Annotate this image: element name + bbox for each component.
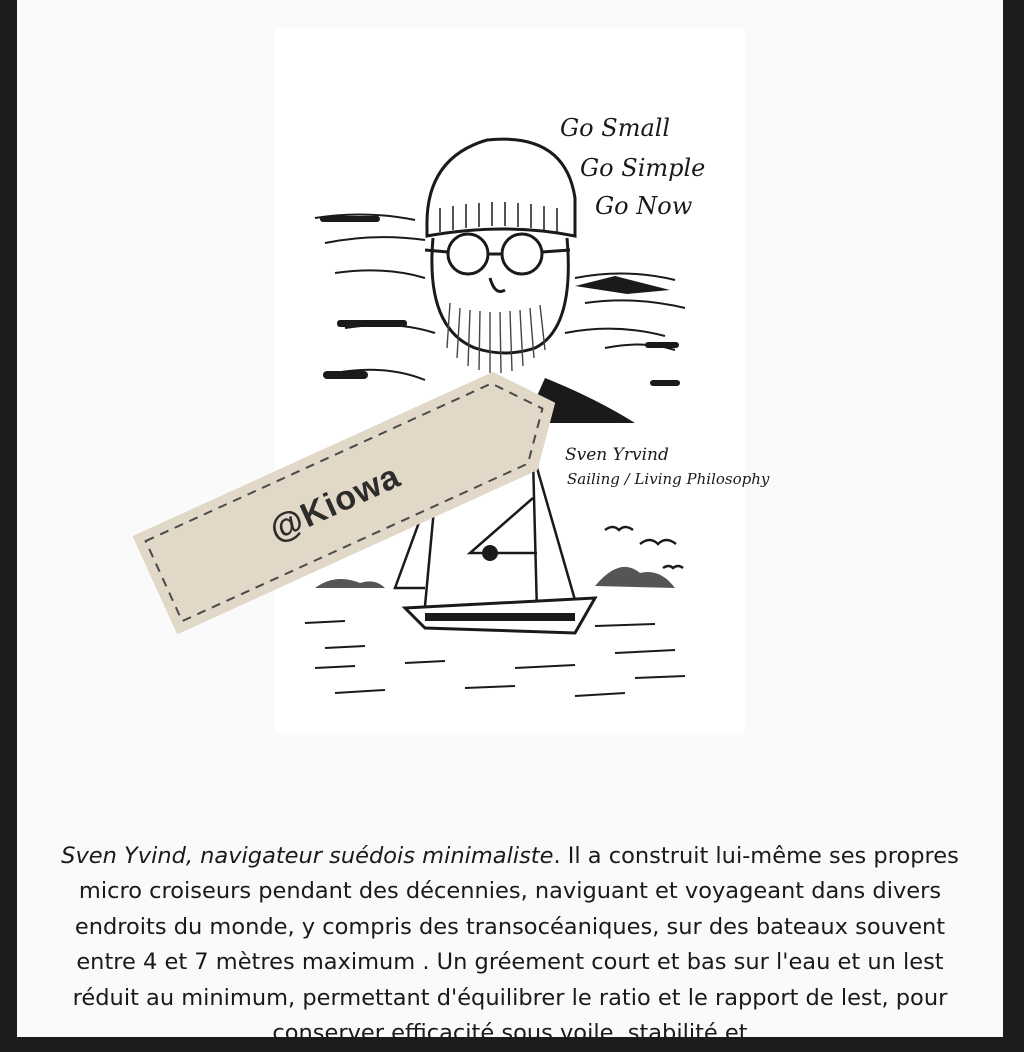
artist-signature: Sven Yrvind: [565, 445, 669, 465]
caption-lead: Sven Yvind, navigateur suédois minimaliste: [61, 842, 554, 869]
watermark-text: @Kiowa: [263, 456, 407, 549]
quote-line-3: Go Now: [595, 192, 693, 220]
quote-line-1: Go Small: [560, 114, 671, 142]
article-page: [17, 0, 1003, 1046]
artist-signature-subtitle: Sailing / Living Philosophy: [567, 470, 770, 488]
quote-line-2: Go Simple: [580, 154, 706, 182]
caption-body: . Il a construit lui-même ses propres micro croiseurs pendant des décennies, naviguant et voyageant dans divers endroits du monde, y compris des transocéaniques, sur des bateaux souvent entre 4 et 7 mètres maximum . Un gréement court et bas sur l'eau et un lest réduit au minimum, permettant d'équilibrer le ratio et le rapport de lest, pour conserver efficacité sous voile, stabilité et: [72, 842, 959, 1046]
article-caption: [53, 839, 967, 1052]
